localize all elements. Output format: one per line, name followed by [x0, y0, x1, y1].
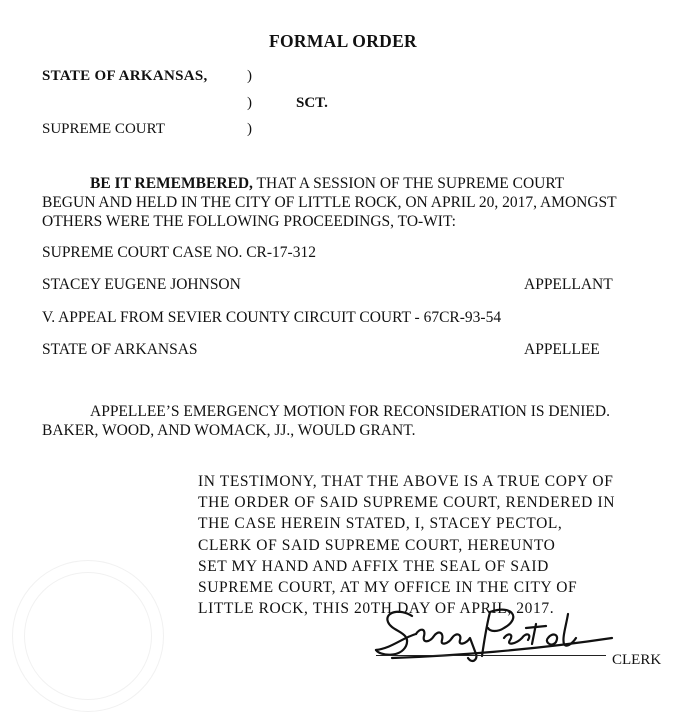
- appellant-name: STACEY EUGENE JOHNSON: [42, 276, 241, 293]
- appeal-line: V. APPEAL FROM SEVIER COUNTY CIRCUIT COURT - 67CR-93-54: [42, 309, 502, 326]
- appellee-role: APPELLEE: [524, 341, 600, 358]
- testimony-line: IN TESTIMONY, THAT THE ABOVE IS A TRUE COPY OF: [198, 473, 614, 490]
- preamble-line-2: BEGUN AND HELD IN THE CITY OF LITTLE ROCK, ON APRIL 20, 2017, AMONGST: [42, 194, 617, 211]
- caption-paren-3: ): [247, 121, 252, 137]
- preamble: [42, 174, 617, 231]
- caption-court: SUPREME COURT: [42, 121, 165, 137]
- court-seal-inner-ring: [24, 572, 152, 700]
- testimony-line: SUPREME COURT, AT MY OFFICE IN THE CITY OF: [198, 579, 578, 597]
- caption-paren-2: ): [247, 95, 252, 111]
- testimony-line: LITTLE ROCK, THIS 20TH DAY OF APRIL, 2017.: [198, 600, 555, 618]
- appellant-role: APPELLANT: [524, 276, 613, 293]
- ruling-line-1: APPELLEE’S EMERGENCY MOTION FOR RECONSIDERATION IS DENIED.: [90, 403, 610, 420]
- testimony-line: THE CASE HEREIN STATED, I, STACEY PECTOL,: [198, 515, 563, 533]
- testimony-line: THE ORDER OF SAID SUPREME COURT, RENDERED IN: [198, 494, 616, 512]
- caption-state: STATE OF ARKANSAS,: [42, 68, 208, 84]
- appellee-name: STATE OF ARKANSAS: [42, 341, 198, 358]
- clerk-title: CLERK: [612, 652, 662, 668]
- testimony-line: SET MY HAND AND AFFIX THE SEAL OF SAID: [198, 557, 549, 575]
- caption-sct: SCT.: [296, 95, 328, 111]
- clerk-signature: [372, 598, 622, 668]
- ruling: [42, 402, 610, 440]
- preamble-line-1: THAT A SESSION OF THE SUPREME COURT: [252, 175, 565, 192]
- testimony-line: CLERK OF SAID SUPREME COURT, HEREUNTO: [198, 536, 556, 554]
- document-title: FORMAL ORDER: [269, 31, 417, 51]
- caption-paren-1: ): [247, 68, 252, 84]
- case-number: SUPREME COURT CASE NO. CR-17-312: [42, 244, 316, 261]
- preamble-lead: BE IT REMEMBERED,: [90, 175, 253, 192]
- ruling-line-2: BAKER, WOOD, AND WOMACK, JJ., WOULD GRANT.: [42, 422, 416, 439]
- signature-line: [376, 655, 606, 656]
- preamble-line-3: OTHERS WERE THE FOLLOWING PROCEEDINGS, TO-WIT:: [42, 213, 456, 230]
